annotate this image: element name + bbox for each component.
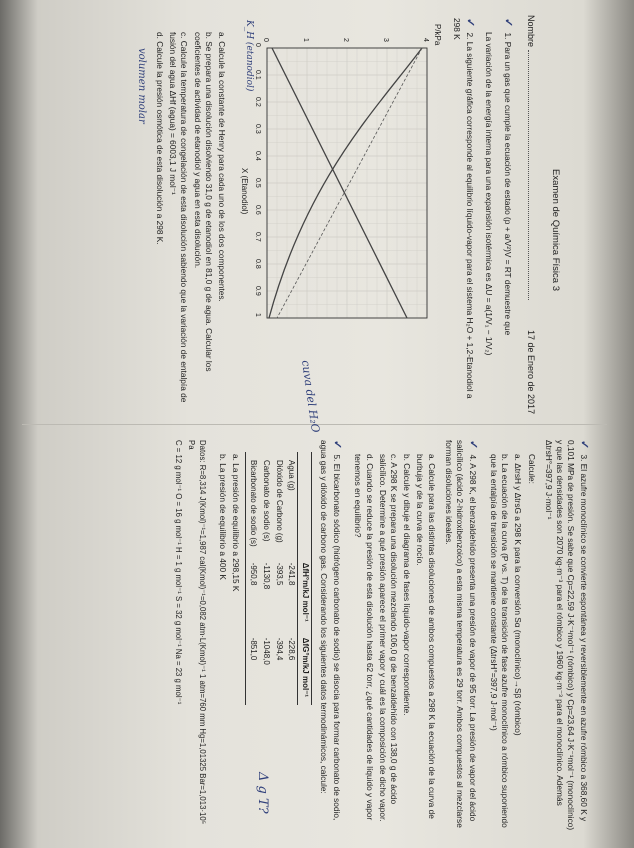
question-2c: c. Calcule la temperatura de congelación de esta disolución sabiendo que la variación de entalpía de fusión del agua ΔHf (agua) = 6003,1 J mol⁻¹	[168, 32, 190, 403]
question-2d: d. Calcule la presión osmótica de esta disolución a 298 K.	[155, 32, 166, 245]
table-row	[259, 452, 272, 705]
handwritten-note-curve: cuva del H₂O	[298, 359, 323, 434]
x-tick-label: 0.2	[254, 97, 261, 107]
thermo-table	[245, 452, 312, 705]
exam-sheet	[7, 0, 627, 848]
table-row	[246, 452, 259, 705]
table-cell: -241,8	[287, 562, 297, 586]
x-tick-label: 0.3	[254, 124, 261, 134]
question-4d: d. Cuando se reduce la presión de esta disolución hasta 62 torr, ¿qué cantidades de líquido y vapor tenemos en equilibrio?	[353, 454, 375, 821]
name-blank	[528, 50, 529, 300]
table-cell: -228,6	[287, 637, 297, 661]
table-header: ΔfG°m/kJ mol⁻¹	[301, 637, 311, 698]
x-tick-label: 0.4	[254, 151, 261, 161]
question-4b: b. Calcule y dibuje el diagrama de fases líquido-vapor correspondiente.	[402, 454, 413, 716]
table-row	[272, 452, 285, 705]
handwritten-note-henry: K_H (etanodiol)	[244, 20, 254, 92]
constants-line-2: C = 12 g mol⁻¹ O = 16 g mol⁻¹ H = 1 g mol⁻¹ S = 32 g mol⁻¹ Na = 23 g mol⁻¹	[173, 440, 183, 705]
y-axis-label: P/kPa	[433, 24, 442, 46]
table-cell: Dióxido de Carbono (g)	[274, 460, 284, 543]
name-label: Nombre	[526, 15, 536, 48]
table-cell: -1130,8	[261, 562, 271, 590]
question-1-text: 1. Para un gas que cumple la ecuación de estado (p + a/V²)V = RT demuestre que	[503, 32, 513, 336]
table-cell: Agua (g)	[287, 460, 297, 491]
x-tick-label: 0.8	[254, 259, 261, 269]
table-header	[298, 452, 312, 555]
table-row	[285, 452, 298, 705]
check-mark-icon: ✓	[463, 18, 476, 28]
table-cell: -394,4	[274, 637, 284, 661]
y-tick-label: 3	[382, 38, 389, 42]
handwritten-note-volume: volumen molar	[135, 48, 147, 124]
handwritten-note-question: Δ g T?	[255, 772, 270, 814]
question-1	[500, 18, 515, 413]
question-3b: b. La ecuación de la curva (P vs. T) de la transición de fase azufre monoclínico a rómbico suponiendo que la entalpía de transición se mantiene constante (ΔtrsH°=397,9 J·mol⁻¹)	[489, 454, 511, 828]
graph-grid	[267, 48, 427, 318]
question-5b: b. La presión de equilibrio a 400 K	[218, 454, 229, 580]
table-header-row	[298, 452, 312, 705]
question-5	[318, 440, 344, 835]
constants-line-1: Datos: R=8,314 J(Kmol)⁻¹=1,987 cal(Kmol)⁻¹=0,082 atm·L(Kmol)⁻¹ 1 atm=760 mm Hg=1,01325 Bar=1,013·10⁵ Pa	[187, 440, 207, 824]
question-2b: b. Se prepara una disolución disolviendo 31,0 g de etanodiol en 81,0 g de agua. Calcular los coeficientes de actividad de etanodiol y agua en esta disolución.	[192, 32, 214, 372]
question-4	[443, 440, 480, 835]
x-tick-label: 0	[254, 43, 261, 47]
exam-title: Examen de Química Física 3	[550, 169, 561, 291]
check-mark-icon: ✓	[466, 440, 479, 450]
x-axis-label: X (Etanodiol)	[240, 168, 249, 215]
vle-graph-svg	[237, 18, 447, 358]
question-2a: a. Calcule la constante de Henry para cada uno de los dos componentes.	[217, 32, 227, 302]
question-4c: c. A 298 K se prepara una disolución mezclando 106,0 g de benzaldehído con 138,0 g de ácido salicílico. Determine a qué presión aparece el primer vapor y cuál es la composición de dicho vapor.	[377, 454, 400, 822]
x-tick-label: 1	[254, 313, 261, 317]
graph-axes	[254, 38, 429, 318]
table-header: ΔfH°m/kJ mol⁻¹	[301, 562, 311, 622]
question-4-text: 4. A 298 K, el benzaldehído presenta una presión de vapor de 95 torr. La presión de vapor del ácido salicílico (ácido 2-hidroxibenzoico) a esta misma temperatura es 29 torr. Ambos compuestos al mezclarse forman disoluciones ideales.	[443, 440, 478, 828]
table-cell: Carbonato de sodio (s)	[261, 460, 271, 542]
x-tick-label: 0.9	[254, 286, 261, 296]
question-2-text: 2. La siguiente gráfica corresponde al equilibrio líquido-vapor para el sistema H₂O + 1,2-Etanodiol a 298 K	[452, 18, 475, 399]
question-1-sub: La variación de la energía interna para una expansión isotérmica es ΔU = a(1/V₁ − 1/V₂)	[484, 32, 495, 356]
y-tick-label: 0	[262, 38, 269, 42]
table-cell: -1048,0	[261, 637, 271, 665]
x-tick-label: 0.1	[254, 70, 261, 80]
check-mark-icon: ✓	[578, 440, 590, 450]
table-cell: -851,0	[249, 637, 259, 661]
question-4a: a. Calcule para las distintas disoluciones de ambos compuestos a 298 K la ecuación de la curva de burbuja y de la curva de rocío.	[415, 454, 437, 819]
question-2	[451, 18, 477, 413]
right-column	[172, 440, 591, 835]
table-cell: Bicarbonato de sodio (s)	[249, 460, 259, 547]
question-3-text: 3. El azufre monoclínico se convierte espontánea y reversiblemente en azufre rómbico a 368,60 K y 0,101 MPa de presión. Se sabe que Cp=22,59 J·K⁻¹mol⁻¹ (rómbico) y Cp=23,64 J·K⁻¹mol⁻¹ (monoclínico) y que las densidades son 2070 kg·m⁻³ para el rómbico y 1960 kg·m⁻³ para el monoclínico. Además ΔtrsH°=397,9 J·mol⁻¹	[543, 440, 589, 831]
y-tick-label: 4	[422, 38, 429, 42]
check-mark-icon: ✓	[502, 18, 514, 28]
y-tick-label: 1	[302, 38, 309, 42]
vle-graph	[237, 18, 447, 358]
x-tick-label: 0.6	[254, 205, 261, 215]
table-cell: -393,5	[274, 562, 284, 586]
left-column	[445, 18, 515, 413]
table-cell: -950,8	[249, 562, 259, 586]
y-tick-label: 2	[342, 38, 349, 42]
question-2-parts	[134, 18, 229, 413]
x-tick-label: 0.7	[254, 232, 261, 242]
question-3-calc: Calcule:	[526, 454, 537, 484]
x-tick-label: 0.5	[254, 178, 261, 188]
question-3	[543, 440, 591, 835]
check-mark-icon: ✓	[331, 440, 344, 450]
exam-date: 17 de Enero de 2017	[526, 330, 536, 415]
question-3a: a. ΔtrsH y ΔtrsG a 298 K para la conversión Sα (monoclínico)→Sβ (rómbico)	[513, 454, 524, 736]
question-5-text: 5. El bicarbonato sódico (hidrógeno carbonato de sodio) se disocia para formar carbonato de sodio, agua gas y dióxido de carbono gas. Considerando los siguientes datos termodinámicos, calcule:	[319, 440, 343, 821]
question-5a: a. La presión de equilibrio a 298,15 K	[231, 454, 242, 592]
